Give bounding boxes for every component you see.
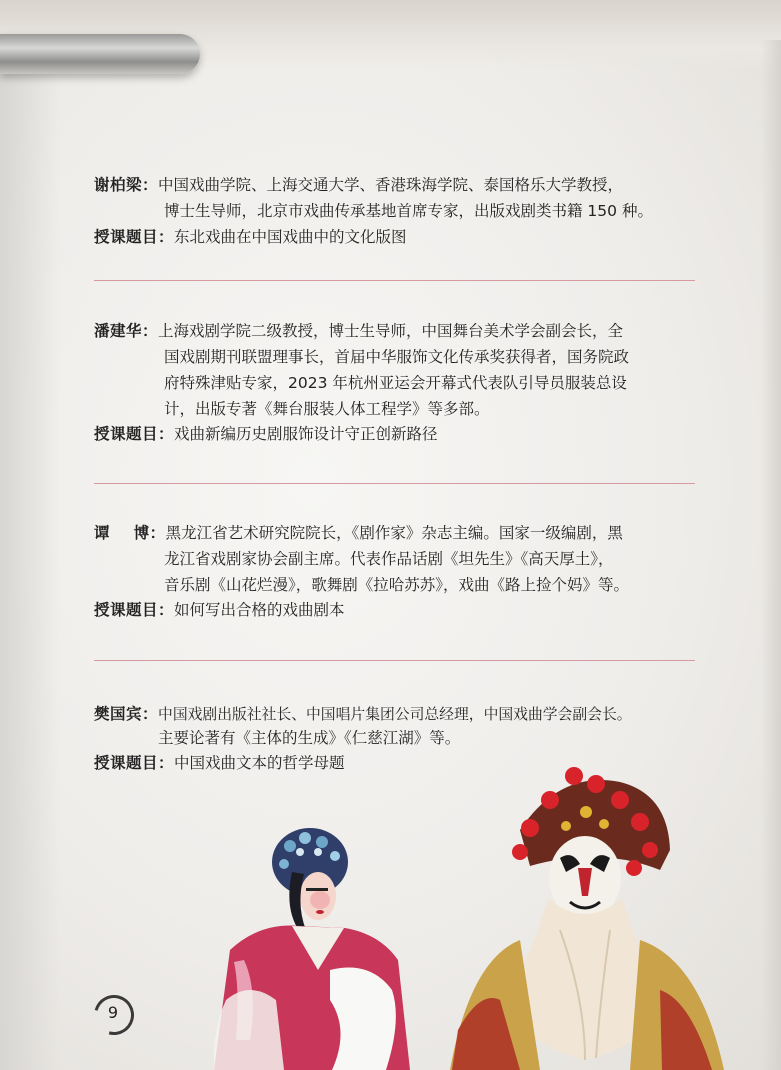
name-colon: ： bbox=[142, 175, 159, 194]
lecturer-bio-line: 府特殊津贴专家，2023 年杭州亚运会开幕式代表队引导员服装总设 bbox=[164, 374, 627, 392]
lecturer-bio-line: 计，出版专著《舞台服装人体工程学》等多部。 bbox=[164, 400, 490, 418]
course-label: 授课题目： bbox=[94, 600, 175, 619]
name-colon: ： bbox=[142, 704, 159, 723]
lecturer-name: 谭 博 bbox=[94, 523, 150, 542]
course-label: 授课题目： bbox=[94, 424, 175, 443]
course-title: 中国戏曲文本的哲学母题 bbox=[174, 754, 345, 772]
lecturer-name: 潘建华 bbox=[94, 321, 143, 340]
lecturer-bio-line: 龙江省戏剧家协会副主席。代表作品话剧《坦先生》《高天厚土》， bbox=[164, 550, 614, 568]
course-title: 东北戏曲在中国戏曲中的文化版图 bbox=[174, 228, 407, 246]
course-title: 如何写出合格的戏曲剧本 bbox=[174, 601, 345, 619]
page-number: 9 bbox=[107, 1003, 119, 1022]
lecturer-bio-line: 主要论著有《主体的生成》《仁慈江湖》等。 bbox=[158, 729, 461, 747]
lecturer-bio-line: 中国戏剧出版社社长、中国唱片集团公司总经理，中国戏曲学会副会长。 bbox=[158, 706, 632, 723]
lecturer-bio-line: 黑龙江省艺术研究院院长，《剧作家》杂志主编。国家一级编剧，黑 bbox=[165, 524, 623, 542]
course-label: 授课题目： bbox=[94, 227, 175, 246]
lecturer-bio-line: 音乐剧《山花烂漫》，歌舞剧《拉哈苏苏》，戏曲《路上捡个妈》等。 bbox=[164, 576, 630, 594]
opera-huadan-performer-image bbox=[214, 828, 410, 1070]
course-title: 戏曲新编历史剧服饰设计守正创新路径 bbox=[174, 425, 438, 443]
lecturer-bio-line: 中国戏曲学院、上海交通大学、香港珠海学院、泰国格乐大学教授， bbox=[158, 176, 624, 194]
lecturer-name: 樊国宾 bbox=[94, 704, 143, 723]
opera-painted-face-performer-image bbox=[450, 767, 724, 1070]
lecturer-name: 谢柏梁 bbox=[94, 175, 143, 194]
lecturer-bio-line: 国戏剧期刊联盟理事长，首届中华服饰文化传承奖获得者，国务院政 bbox=[164, 348, 630, 366]
name-colon: ： bbox=[149, 523, 166, 542]
course-label: 授课题目： bbox=[94, 753, 175, 772]
name-colon: ： bbox=[142, 321, 159, 340]
lecturer-bio-line: 博士生导师，北京市戏曲传承基地首席专家，出版戏剧类书籍 150 种。 bbox=[164, 202, 653, 220]
lecturer-bio-line: 上海戏剧学院二级教授，博士生导师，中国舞台美术学会副会长，全 bbox=[158, 322, 624, 340]
